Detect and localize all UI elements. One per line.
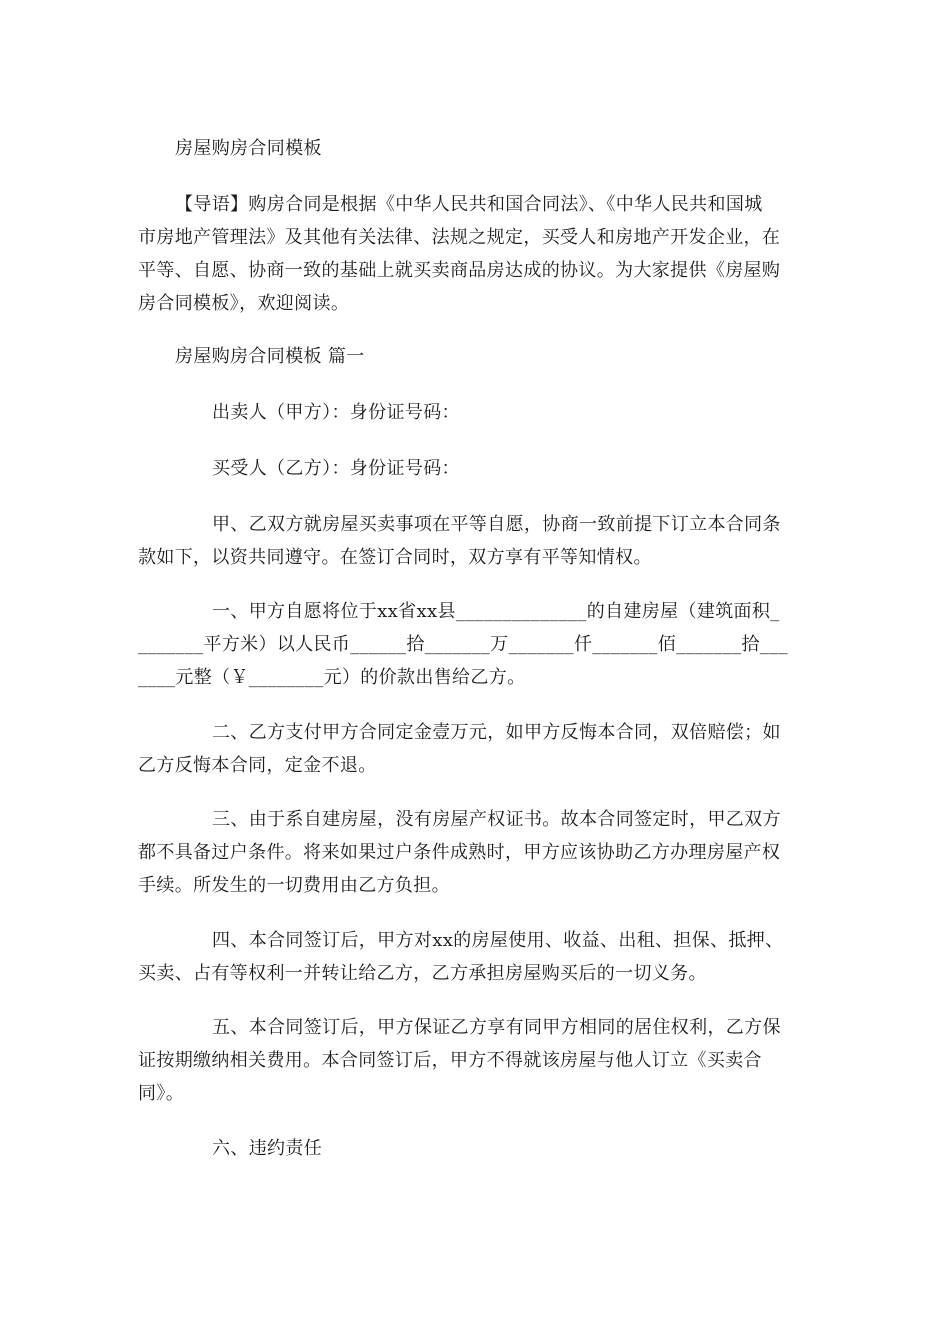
document-title: 房屋购房合同模板 xyxy=(175,138,322,159)
clause6-heading: 六、违约责任 xyxy=(212,1138,323,1159)
clause1-line-2: _______平方米）以人民币______拾_______万_______仟_______佰_______拾___ xyxy=(138,634,788,655)
clause3-line-2: 都不具备过户条件。将来如果过户条件成熟时，甲方应该协助乙方办理房屋产权 xyxy=(138,842,781,863)
seller-line: 出卖人（甲方）：身份证号码： xyxy=(212,402,460,423)
buyer-line: 买受人（乙方）：身份证号码： xyxy=(212,458,460,479)
clause2-line-2: 乙方反悔本合同，定金不退。 xyxy=(138,755,377,776)
clause3-line-3: 手续。所发生的一切费用由乙方负担。 xyxy=(138,875,450,896)
preamble-line-1: 甲、乙双方就房屋买卖事项在平等自愿，协商一致前提下订立本合同条 xyxy=(212,514,781,535)
clause1-line-1: 一、甲方自愿将位于xx省xx县______________的自建房屋（建筑面积_ xyxy=(212,601,780,622)
preamble-line-2: 款如下，以资共同遵守。在签订合同时，双方享有平等知情权。 xyxy=(138,547,652,568)
clause2-line-1: 二、乙方支付甲方合同定金壹万元，如甲方反悔本合同，双倍赔偿；如 xyxy=(212,722,781,743)
intro-line-2: 市房地产管理法》及其他有关法律、法规之规定，买受人和房地产开发企业，在 xyxy=(138,227,781,248)
intro-line-1: 【导语】购房合同是根据《中华人民共和国合同法》、《中华人民共和国城 xyxy=(175,194,763,215)
clause5-line-2: 证按期缴纳相关费用。本合同签订后，甲方不得就该房屋与他人订立《买卖合 xyxy=(138,1050,762,1071)
intro-line-3: 平等、自愿、协商一致的基础上就买卖商品房达成的协议。为大家提供《房屋购 xyxy=(138,260,781,281)
clause4-line-1: 四、本合同签订后，甲方对xx的房屋使用、收益、出租、担保、抵押、 xyxy=(212,930,784,951)
clause1-line-3: ____元整（￥________元）的价款出售给乙方。 xyxy=(138,667,526,688)
intro-line-4: 房合同模板》，欢迎阅读。 xyxy=(138,293,350,314)
section-heading: 房屋购房合同模板 篇一 xyxy=(175,346,365,367)
clause5-line-3: 同》。 xyxy=(138,1083,185,1104)
clause3-line-1: 三、由于系自建房屋，没有房屋产权证书。故本合同签定时，甲乙双方 xyxy=(212,809,781,830)
clause5-line-1: 五、本合同签订后，甲方保证乙方享有同甲方相同的居住权利，乙方保 xyxy=(212,1017,781,1038)
clause4-line-2: 买卖、占有等权利一并转让给乙方，乙方承担房屋购买后的一切义务。 xyxy=(138,963,707,984)
